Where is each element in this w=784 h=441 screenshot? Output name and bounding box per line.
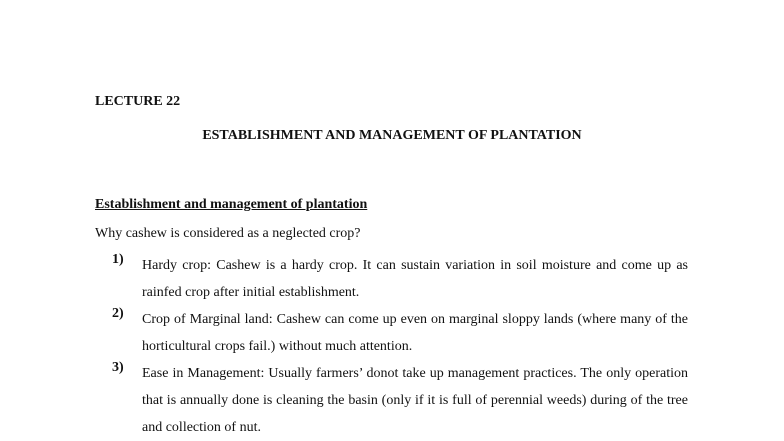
document-title: ESTABLISHMENT AND MANAGEMENT OF PLANTATION	[202, 128, 582, 143]
list-item-number: 1)	[112, 252, 124, 267]
section-heading: Establishment and management of plantation	[95, 197, 368, 212]
list-item-text: Crop of Marginal land: Cashew can come up even on marginal sloppy lands (where many of the horticultural crops fail.) without much attention.	[142, 312, 688, 354]
question-text: Why cashew is considered as a neglected crop?	[95, 226, 361, 241]
list-item-text: Hardy crop: Cashew is a hardy crop. It can sustain variation in soil moisture and come up as rainfed crop after initial establishment.	[142, 258, 688, 300]
list-item-number: 2)	[112, 306, 124, 321]
list-item-text: Ease in Management: Usually farmers’ donot take up management practices. The only operation that is annually done is cleaning the basin (only if it is full of perennial weeds) during of the tree and collection of nut.	[142, 366, 688, 435]
list-item-number: 3)	[112, 360, 124, 375]
lecture-label: LECTURE 22	[95, 94, 181, 109]
